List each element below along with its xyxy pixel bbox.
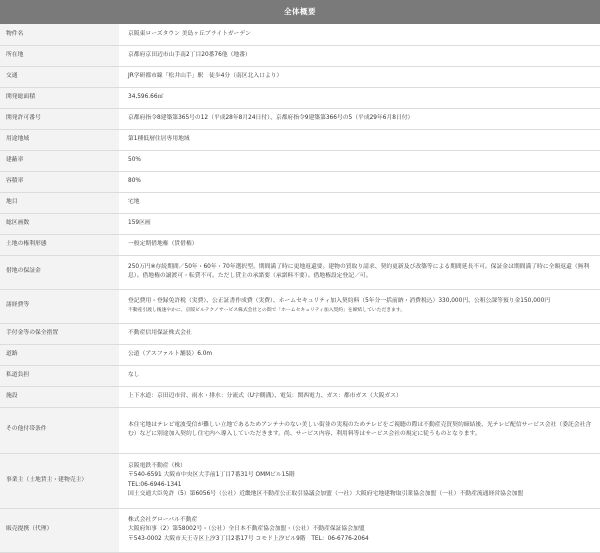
row-label: 借地の保証金 bbox=[0, 255, 119, 289]
row-value bbox=[119, 108, 600, 129]
table-row bbox=[0, 453, 600, 508]
row-label: 容積率 bbox=[0, 171, 119, 192]
row-label: 開発許可番号 bbox=[0, 108, 119, 129]
table-row bbox=[0, 66, 600, 87]
row-value bbox=[119, 129, 600, 150]
table-row bbox=[0, 386, 600, 407]
row-label: 土地の権利形態 bbox=[0, 234, 119, 255]
table-row bbox=[0, 323, 600, 344]
row-label: 開発総面積 bbox=[0, 87, 119, 108]
row-value-text: 250万円※存続期間／50年・60年・70年選択型。期間満了時に更地返還要。建物の買取り請求、契約更新及び改築等による期間延長不可。保証金は期間満了時に全額返還（無利息）。借地権の譲渡可・転貸不可。ただし貸主の承諾要（承諾料不要）。借地権設定登記／可。 bbox=[128, 263, 590, 279]
table-row bbox=[0, 344, 600, 365]
overview-table bbox=[0, 24, 600, 553]
row-value-line: TEL:06-6946-1341 bbox=[128, 481, 182, 488]
row-value bbox=[119, 45, 600, 66]
section-header: 全体概要 bbox=[0, 0, 600, 24]
row-label: 地目 bbox=[0, 192, 119, 213]
row-value-line: 株式会社グローバル不動産 bbox=[128, 516, 198, 523]
table-row bbox=[0, 508, 600, 552]
table-row bbox=[0, 45, 600, 66]
row-label: 用途地域 bbox=[0, 129, 119, 150]
row-value-text: 上下水道：京田辺市営、雨水・排水：分流式（U字側溝）、電気：関西電力、ガス：都市ガス（大阪ガス） bbox=[128, 392, 402, 399]
row-value bbox=[119, 171, 600, 192]
row-value-text: 京都府指令8建築第365号の12（平成28年8月24日付）、京都府指令9建築第366号の5（平成29年6月8日付） bbox=[128, 114, 414, 121]
table-row bbox=[0, 129, 600, 150]
row-value-text: 159区画 bbox=[128, 219, 151, 226]
row-value-text: 京阪東ローズタウン 美島ヶ丘ブライトガーデン bbox=[128, 30, 251, 37]
table-row bbox=[0, 407, 600, 453]
table-row bbox=[0, 255, 600, 289]
row-value-text: 80% bbox=[128, 177, 141, 184]
row-value-line: 〒543-0002 大阪市天王寺区上汐3丁目2番17号 コモド上汐ビル9階 TEL：06-6776-2064 bbox=[128, 535, 369, 542]
row-value bbox=[119, 344, 600, 365]
row-value bbox=[119, 407, 600, 453]
row-value bbox=[119, 255, 600, 289]
row-value-text: 公道（アスファルト舗装）6.0m bbox=[128, 350, 213, 357]
row-value bbox=[119, 234, 600, 255]
row-value bbox=[119, 192, 600, 213]
row-value-text: 本住宅地はテレビ電波受信が難しい立地であるためアンテナのない美しい街並の実現のためテレビをご視聴の際は不動産売買契約締結後、光テレビ配信サービス会社（委託会社含む）などに別途加入契約し住宅内へ導入していただきます。尚、サービス内容、利用料等はサービス会社の規定に従うものとなります。 bbox=[128, 421, 592, 437]
row-value bbox=[119, 213, 600, 234]
row-value-text: 34,596.66㎡ bbox=[128, 93, 164, 100]
row-label: 所在地 bbox=[0, 45, 119, 66]
row-value-text: 第1種低層住居専用地域 bbox=[128, 135, 190, 142]
row-label: 総区画数 bbox=[0, 213, 119, 234]
table-row bbox=[0, 234, 600, 255]
row-value bbox=[119, 24, 600, 45]
row-label: 道路 bbox=[0, 344, 119, 365]
table-row bbox=[0, 171, 600, 192]
row-label: 手付金等の保全措置 bbox=[0, 323, 119, 344]
row-value-line: 〒540-6591 大阪市中央区大手前1丁目7番31号 OMMビル15階 bbox=[128, 472, 295, 479]
table-row bbox=[0, 192, 600, 213]
row-value-text: 宅地 bbox=[128, 198, 140, 205]
table-row bbox=[0, 289, 600, 323]
row-value-text: 50% bbox=[128, 156, 141, 163]
row-value bbox=[119, 508, 600, 552]
row-value-text: JR学研都市線「松井山手」駅 徒歩4分（南区北入口より） bbox=[128, 72, 283, 79]
row-label: 販売提携（代理） bbox=[0, 508, 119, 552]
table-row bbox=[0, 213, 600, 234]
row-label: 交通 bbox=[0, 66, 119, 87]
row-value-text: 京都府京田辺市山手南2丁目20番76他（地番） bbox=[128, 51, 251, 58]
row-value-line: 国土交通大臣免許（5）第6056号（公社）近畿地区不動産公正取引協議会加盟（一社）大阪府宅地建物取引業協会加盟（一社）不動産流通経営協会加盟 bbox=[128, 490, 524, 497]
table-row bbox=[0, 87, 600, 108]
row-value bbox=[119, 365, 600, 386]
row-value-text: 登記費用・登録免許税（実費）、公正証書作成費（実費）、ホームセキュリティ加入契約料（5年分一括前納・消費税込）330,000円、公租公課等預り金150,000円 bbox=[128, 298, 551, 305]
row-label: その他付帯条件 bbox=[0, 407, 119, 453]
table-row bbox=[0, 150, 600, 171]
row-label: 建蔽率 bbox=[0, 150, 119, 171]
row-value bbox=[119, 289, 600, 323]
row-value-text: 一般定期借地権（賃借権） bbox=[128, 240, 198, 247]
overview-table-body bbox=[0, 24, 600, 552]
row-label: 事業主（土地賃主・建物売主） bbox=[0, 453, 119, 508]
row-value bbox=[119, 323, 600, 344]
table-row bbox=[0, 365, 600, 386]
row-note: 不動産引渡し後速やかに、京阪ビルテクノサービス株式会社との間で「ホームセキュリティ加入契約」を締結していただきます。 bbox=[128, 307, 406, 313]
table-row bbox=[0, 108, 600, 129]
row-value bbox=[119, 386, 600, 407]
row-value-text: 不動産信用保証株式会社 bbox=[128, 329, 192, 336]
row-label: 諸経費等 bbox=[0, 289, 119, 323]
row-label: 物件名 bbox=[0, 24, 119, 45]
row-value-line: 大阪府知事（2）第58002号・（公社）全日本不動産協会加盟・（公社）不動産保証協会加盟 bbox=[128, 526, 365, 533]
table-row bbox=[0, 24, 600, 45]
row-value bbox=[119, 87, 600, 108]
row-value bbox=[119, 150, 600, 171]
row-value-line: 京阪電鉄不動産（株） bbox=[128, 462, 186, 469]
row-label: 施設 bbox=[0, 386, 119, 407]
row-label: 私道負担 bbox=[0, 365, 119, 386]
row-value bbox=[119, 66, 600, 87]
row-value-text: なし bbox=[128, 371, 140, 378]
row-value bbox=[119, 453, 600, 508]
